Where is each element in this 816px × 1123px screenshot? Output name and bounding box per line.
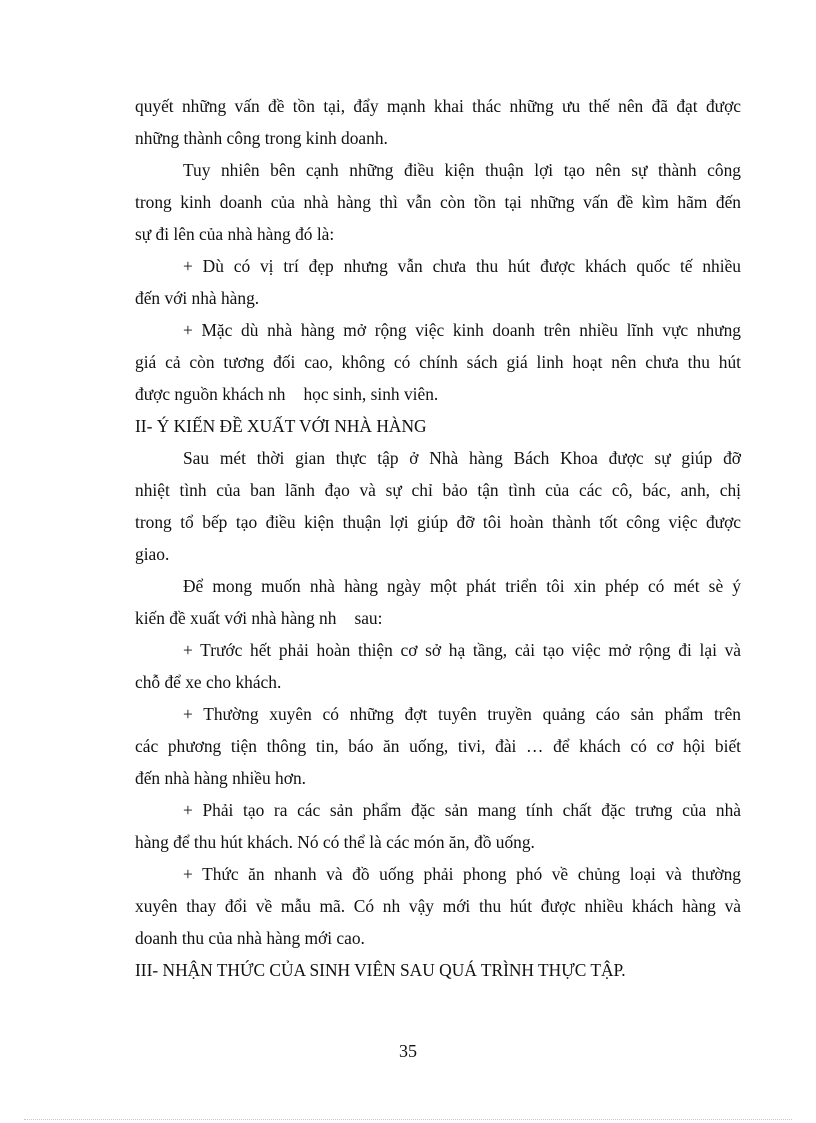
section-heading: II- Ý KIẾN ĐỀ XUẤT VỚI NHÀ HÀNG	[135, 416, 427, 436]
text-fragment: kiến đề xuất với nhà hàng	[135, 608, 315, 628]
paragraph-line	[135, 602, 741, 634]
paragraph-line: những thành công trong kinh doanh.	[135, 128, 388, 148]
text-fragment: xuyên thay đổi về mẫu mã. Có	[135, 896, 375, 916]
list-item-line: chỗ để xe cho khách.	[135, 672, 282, 692]
list-item-line: + Thường xuyên có những đợt tuyên truyền quảng cáo sản phẩm trên	[183, 704, 741, 724]
paragraph-line: Tuy nhiên bên cạnh những điều kiện thuận lợi tạo nên sự thành công	[183, 160, 741, 180]
list-item-line: đến với nhà hàng.	[135, 288, 260, 308]
list-item-line	[135, 378, 741, 410]
body-text	[135, 90, 741, 986]
list-item-line: các phương tiện thông tin, báo ăn uống, tivi, đài … để khách có cơ hội biết	[135, 736, 741, 756]
list-item-line: + Phải tạo ra các sản phẩm đặc sản mang tính chất đặc trưng của nhà	[183, 800, 741, 820]
list-item-line: giá cả còn tương đối cao, không có chính sách giá linh hoạt nên chưa thu hút	[135, 352, 741, 372]
list-item-line	[135, 890, 741, 922]
list-item-line: + Thức ăn nhanh và đồ uống phải phong phó về chủng loại và thường	[183, 864, 741, 884]
list-item-line: + Trước hết phải hoàn thiện cơ sở hạ tầng, cải tạo việc mở rộng đi lại và	[183, 640, 741, 660]
paragraph-line: Để mong muốn nhà hàng ngày một phát triển tôi xin phép có mét sè ý	[183, 576, 741, 596]
text-fragment: nh	[268, 384, 286, 404]
paragraph-line: giao.	[135, 544, 170, 564]
paragraph-line: Sau mét thời gian thực tập ở Nhà hàng Bách Khoa được sự giúp đỡ	[183, 448, 741, 468]
text-fragment: học sinh, sinh viên.	[303, 384, 439, 404]
paragraph-line: nhiệt tình của ban lãnh đạo và sự chỉ bảo tận tình của các cô, bác, anh, chị	[135, 480, 741, 500]
paragraph-line: trong kinh doanh của nhà hàng thì vẫn còn tồn tại những vấn đề kìm hãm đến	[135, 192, 741, 212]
paragraph-line: trong tổ bếp tạo điều kiện thuận lợi giúp đỡ tôi hoàn thành tốt công việc được	[135, 512, 741, 532]
list-item-line: + Dù có vị trí đẹp nhưng vẫn chưa thu hút được khách quốc tế nhiều	[183, 256, 741, 276]
page-bottom-rule	[24, 1119, 792, 1120]
page-number: 35	[399, 1041, 417, 1061]
text-fragment: vậy mới thu hút được nhiều khách hàng và	[408, 896, 741, 916]
text-fragment: nh	[382, 896, 401, 916]
list-item-line: đến nhà hàng nhiều hơn.	[135, 768, 306, 788]
list-item-line: + Mặc dù nhà hàng mở rộng việc kinh doanh trên nhiều lĩnh vực nhưng	[183, 320, 741, 340]
section-heading: III- NHẬN THỨC CỦA SINH VIÊN SAU QUÁ TRÌNH THỰC TẬP.	[135, 960, 626, 980]
list-item-line: doanh thu của nhà hàng mới cao.	[135, 928, 365, 948]
text-fragment: nh	[319, 608, 337, 628]
list-item-line: hàng để thu hút khách. Nó có thể là các món ăn, đồ uống.	[135, 832, 535, 852]
text-fragment: được nguồn khách	[135, 384, 264, 404]
text-fragment: sau:	[354, 608, 383, 628]
paragraph-line: quyết những vấn đề tồn tại, đẩy mạnh khai thác những ưu thế nên đã đạt được	[135, 96, 741, 116]
paragraph-line: sự đi lên của nhà hàng đó là:	[135, 224, 335, 244]
